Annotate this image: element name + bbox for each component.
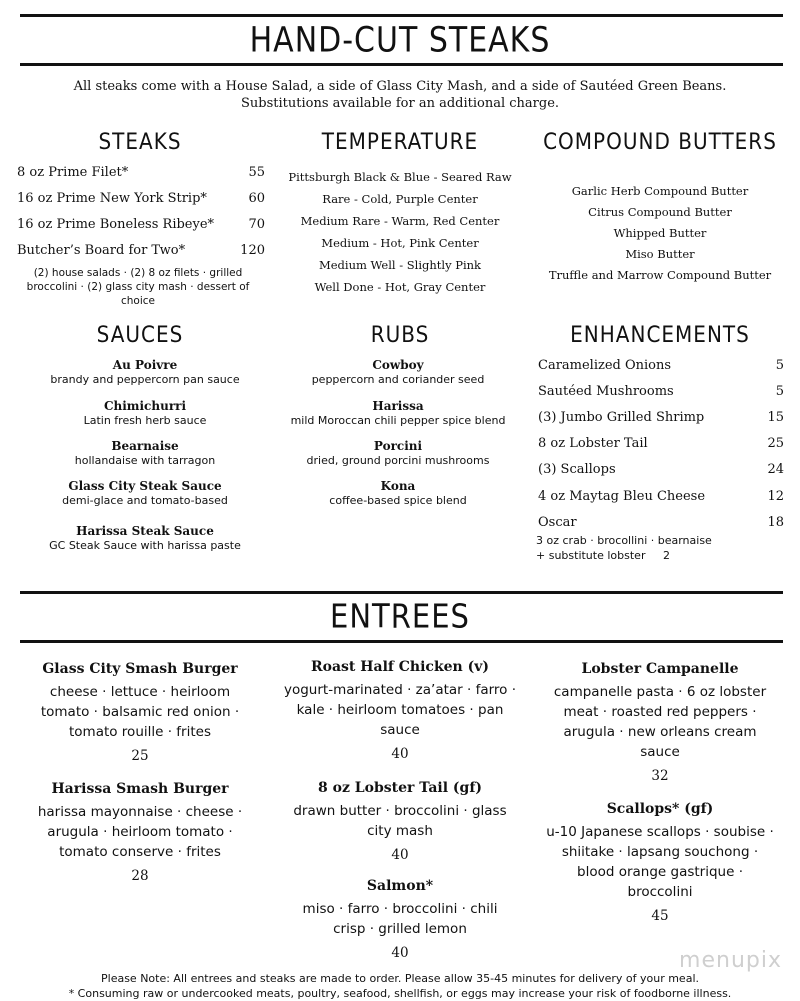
entree-desc-line: sauce [380, 722, 420, 738]
entree-desc-line: campanelle pasta · 6 oz lobster [553, 684, 767, 700]
steak-price: 70 [248, 217, 265, 232]
footer-note [0, 971, 800, 1001]
enhancement-item [538, 358, 784, 374]
entree-item [265, 779, 535, 864]
butter-item: Citrus Compound Butter [588, 205, 732, 219]
entree-item [530, 800, 790, 925]
enhancements-heading: ENHANCEMENTS [570, 320, 750, 348]
sauce-desc: GC Steak Sauce with harissa paste [49, 539, 241, 552]
steak-item [17, 165, 265, 181]
enhancement-item [538, 436, 784, 452]
enhancement-name: Oscar [538, 515, 577, 530]
sauce-desc: hollandaise with tarragon [74, 454, 216, 467]
oscar-substitute-price: 2 [662, 549, 670, 562]
enhancement-item [538, 489, 784, 505]
board-note-line: choice [120, 295, 155, 307]
sauce-desc: brandy and peppercorn pan sauce [50, 373, 240, 386]
entree-name: Salmon* [366, 878, 434, 894]
rub-item [270, 358, 526, 387]
entree-desc-line: arugula · new orleans cream [563, 724, 757, 740]
steaks-heading: STEAKS [98, 127, 182, 155]
entree-desc-line: meat · roasted red peppers · [563, 704, 757, 720]
steak-item [17, 243, 265, 259]
watermark-logo: menupix [679, 948, 782, 973]
sauce-item [20, 439, 270, 468]
entree-desc-line: drawn butter · broccolini · glass [293, 803, 507, 819]
entree-desc-line: yogurt-marinated · za’atar · farro · [283, 682, 517, 698]
entrees-top-rule [20, 591, 783, 594]
enhancement-price: 25 [767, 436, 784, 451]
enhancement-name: 4 oz Maytag Bleu Cheese [538, 489, 706, 504]
butters-heading: COMPOUND BUTTERS [543, 127, 777, 155]
sauce-desc: Latin fresh herb sauce [83, 414, 207, 427]
rub-name: Cowboy [372, 358, 424, 372]
top-rule [20, 14, 783, 17]
steak-price: 60 [248, 191, 265, 206]
entree-desc-line: crisp · grilled lemon [333, 921, 467, 937]
entree-desc-line: harissa mayonnaise · cheese · [37, 804, 243, 820]
temperature-item: Medium Rare - Warm, Red Center [300, 214, 500, 228]
title-rule [20, 63, 783, 66]
footer-line: * Consuming raw or undercooked meats, poultry, seafood, shellfish, or eggs may increase your risk of foodborne illness. [68, 987, 732, 1000]
sauces-heading: SAUCES [96, 320, 184, 348]
steak-name: 16 oz Prime New York Strip* [17, 191, 207, 206]
entree-desc-line: tomato conserve · frites [59, 844, 221, 860]
oscar-substitute-label: + substitute lobster [536, 549, 646, 562]
rub-item [270, 479, 526, 508]
steak-name: 8 oz Prime Filet* [17, 165, 129, 180]
temperature-item: Medium Well - Slightly Pink [318, 258, 482, 272]
entree-desc [530, 822, 790, 902]
entree-price: 40 [391, 945, 409, 961]
entree-desc-line: cheese · lettuce · heirloom [49, 684, 231, 700]
entree-desc [265, 899, 535, 939]
sauce-desc: demi-glace and tomato-based [62, 494, 228, 507]
oscar-substitute [536, 548, 670, 563]
page-title: HAND-CUT STEAKS [249, 20, 551, 61]
rubs-heading: RUBS [370, 320, 430, 348]
entree-desc [530, 682, 790, 762]
rub-name: Kona [380, 479, 416, 493]
sauce-name: Harissa Steak Sauce [76, 524, 214, 538]
rub-desc: mild Moroccan chili pepper spice blend [290, 414, 506, 427]
steaks-list [17, 165, 265, 315]
butter-item: Truffle and Marrow Compound Butter [548, 268, 772, 282]
entree-name: Roast Half Chicken (v) [311, 659, 489, 675]
entree-desc-line: tomato rouille · frites [68, 724, 211, 740]
enhancement-name: 8 oz Lobster Tail [538, 436, 648, 451]
temperature-item: Well Done - Hot, Gray Center [314, 280, 486, 294]
sauce-name: Chimichurri [103, 399, 187, 413]
entree-desc-line: blood orange gastrique · [577, 864, 743, 880]
entree-name: Lobster Campanelle [581, 661, 739, 677]
steak-name: Butcher’s Board for Two* [17, 243, 186, 258]
board-note-line: (2) house salads · (2) 8 oz filets · grilled [33, 267, 243, 279]
entree-item [265, 658, 535, 763]
entree-name: Harissa Smash Burger [51, 781, 229, 797]
sauce-item [20, 524, 270, 553]
sauce-name: Bearnaise [111, 439, 179, 453]
butter-item: Whipped Butter [613, 226, 707, 240]
enhancement-price: 15 [767, 410, 784, 425]
entree-desc-line: sauce [640, 744, 680, 760]
enhancement-name: Sautéed Mushrooms [538, 384, 674, 399]
rub-item [270, 439, 526, 468]
temperature-item: Pittsburgh Black & Blue - Seared Raw [288, 170, 512, 184]
entree-item [530, 660, 790, 785]
sauce-item [20, 479, 270, 508]
enhancements-list [538, 358, 784, 568]
entree-price: 28 [131, 868, 149, 884]
entree-price: 32 [651, 768, 669, 784]
steak-item [17, 191, 265, 207]
entree-desc-line: city mash [367, 823, 433, 839]
entree-desc-line: arugula · heirloom tomato · [47, 824, 233, 840]
entree-desc-line: u-10 Japanese scallops · soubise · [546, 824, 774, 840]
rub-name: Harissa [372, 399, 424, 413]
enhancement-item [538, 515, 784, 531]
footer-line: Please Note: All entrees and steaks are made to order. Please allow 35-45 minutes for delivery of your meal. [101, 972, 699, 985]
butter-item: Garlic Herb Compound Butter [571, 184, 749, 198]
rub-desc: peppercorn and coriander seed [311, 373, 485, 386]
enhancement-name: (3) Jumbo Grilled Shrimp [538, 410, 705, 425]
entree-desc [15, 802, 265, 862]
entrees-heading: ENTREES [330, 596, 470, 636]
entree-price: 25 [131, 748, 149, 764]
butter-item: Miso Butter [625, 247, 695, 261]
enhancement-name: Caramelized Onions [538, 358, 672, 373]
entree-name: Glass City Smash Burger [42, 661, 238, 677]
temperature-item: Rare - Cold, Purple Center [322, 192, 478, 206]
entree-desc-line: tomato · balsamic red onion · [40, 704, 240, 720]
entree-price: 45 [651, 908, 669, 924]
butters-list [530, 181, 790, 286]
enhancement-price: 5 [775, 358, 784, 373]
enhancement-price: 12 [767, 489, 784, 504]
rub-desc: coffee-based spice blend [329, 494, 467, 507]
entrees-bottom-rule [20, 640, 783, 643]
steak-item [17, 217, 265, 233]
enhancement-price: 24 [767, 462, 784, 477]
entree-item [15, 780, 265, 885]
entree-desc-line: broccolini [627, 884, 693, 900]
entree-price: 40 [391, 847, 409, 863]
temperature-list [275, 166, 525, 298]
rub-name: Porcini [373, 439, 423, 453]
sauce-name: Glass City Steak Sauce [68, 479, 222, 493]
rub-desc: dried, ground porcini mushrooms [306, 454, 490, 467]
temperature-item: Medium - Hot, Pink Center [321, 236, 479, 250]
rub-item [270, 399, 526, 428]
steak-name: 16 oz Prime Boneless Ribeye* [17, 217, 215, 232]
enhancement-item [538, 410, 784, 426]
enhancement-item [538, 462, 784, 478]
entree-price: 40 [391, 746, 409, 762]
entree-desc-line: shiitake · lapsang souchong · [561, 844, 759, 860]
entree-desc [15, 682, 265, 742]
oscar-note: 3 oz crab · brocollini · bearnaise [536, 534, 712, 547]
entree-desc-line: kale · heirloom tomatoes · pan [296, 702, 504, 718]
steak-intro [0, 78, 800, 112]
intro-line-2: Substitutions available for an additional charge. [240, 96, 560, 111]
entree-desc [265, 801, 535, 841]
entree-item [15, 660, 265, 765]
entree-desc-line: miso · farro · broccolini · chili [302, 901, 498, 917]
enhancement-price: 5 [775, 384, 784, 399]
sauce-item [20, 358, 270, 387]
entree-desc [265, 680, 535, 740]
entree-name: Scallops* (gf) [606, 801, 714, 817]
intro-line-1: All steaks come with a House Salad, a side of Glass City Mash, and a side of Sautéed Green Beans. [73, 79, 727, 94]
entree-name: 8 oz Lobster Tail (gf) [318, 780, 482, 796]
steak-price: 55 [248, 165, 265, 180]
temperature-heading: TEMPERATURE [321, 127, 479, 155]
enhancement-name: (3) Scallops [538, 462, 616, 477]
steak-price: 120 [240, 243, 265, 258]
board-note-line: broccolini · (2) glass city mash · dessert of [26, 281, 250, 293]
sauce-item [20, 399, 270, 428]
board-note [11, 266, 265, 308]
sauce-name: Au Poivre [112, 358, 178, 372]
entree-item [265, 877, 535, 962]
enhancement-price: 18 [767, 515, 784, 530]
enhancement-item [538, 384, 784, 400]
